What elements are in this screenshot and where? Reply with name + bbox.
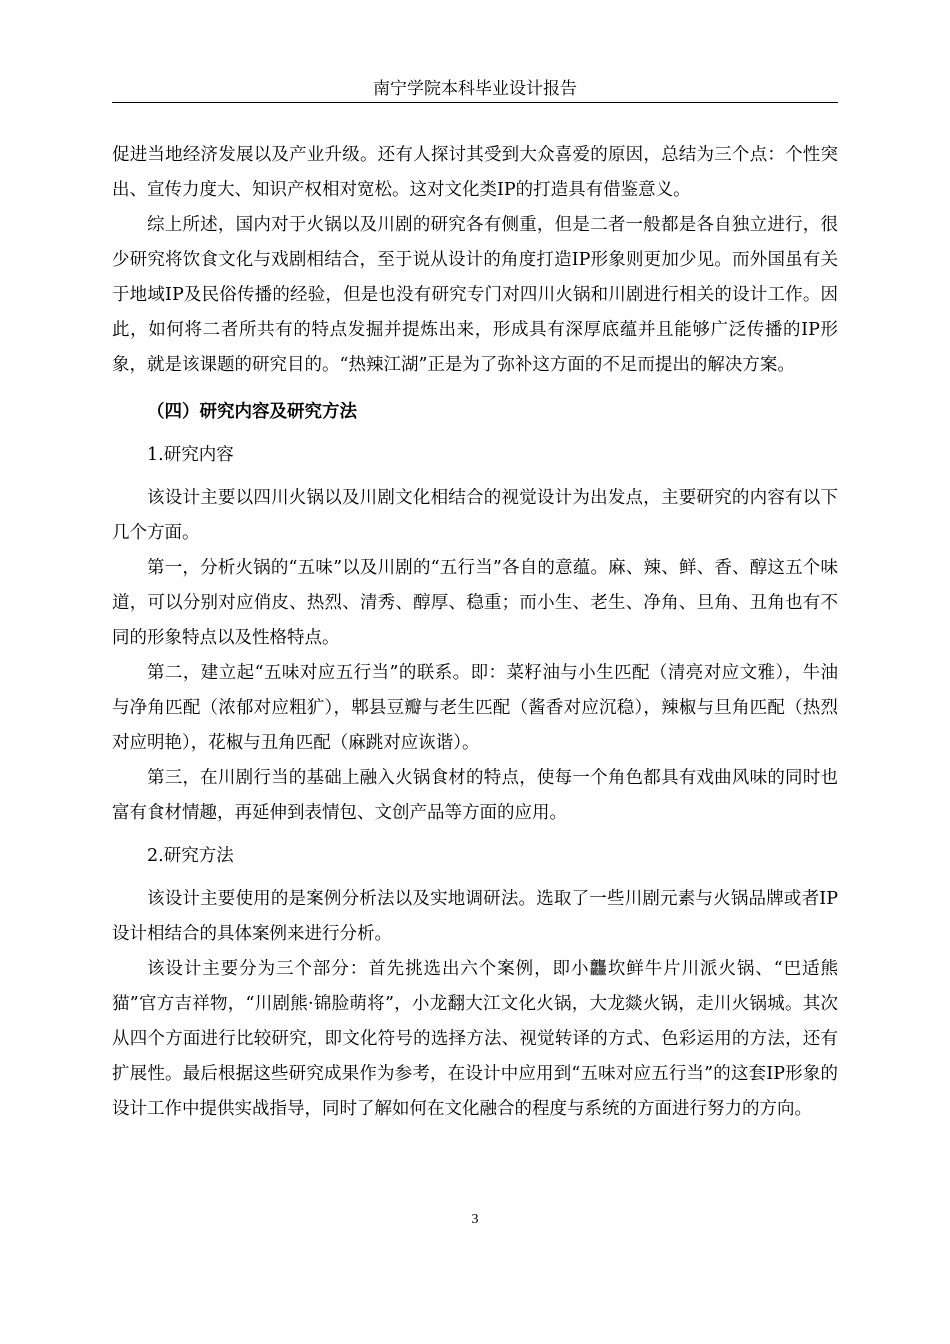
paragraph-continuation: 促进当地经济发展以及产业升级。还有人探讨其受到大众喜爱的原因，总结为三个点：个性突出、宣传力度大、知识产权相对宽松。这对文化类IP的打造具有借鉴意义。 [112, 145, 838, 200]
page-number: 3 [471, 1212, 479, 1227]
document-body [112, 138, 838, 1127]
paragraph-summary: 综上所述，国内对于火锅以及川剧的研究各有侧重，但是二者一般都是各自独立进行，很少研究将饮食文化与戏剧相结合，至于说从设计的角度打造IP形象则更加少见。而外国虽有关于地域IP及民俗传播的经验，但是也没有研究专门对四川火锅和川剧进行相关的设计工作。因此，如何将二者所共有的特点发掘并提炼出来，形成具有深厚底蕴并且能够广泛传播的IP形象，就是该课题的研究目的。“热辣江湖”正是为了弥补这方面的不足而提出的解决方案。 [112, 215, 838, 375]
paragraph-content-intro: 该设计主要以四川火锅以及川剧文化相结合的视觉设计为出发点，主要研究的内容有以下几个方面。 [112, 488, 838, 543]
paragraph-first-point: 第一，分析火锅的“五味”以及川剧的“五行当”各自的意蕴。麻、辣、鲜、香、醇这五个味道，可以分别对应俏皮、热烈、清秀、醇厚、稳重；而小生、老生、净角、旦角、丑角也有不同的形象特点以及性格特点。 [112, 558, 838, 648]
paragraph-second-point: 第二，建立起“五味对应五行当”的联系。即：菜籽油与小生匹配（清亮对应文雅），牛油与净角匹配（浓郁对应粗犷），郫县豆瓣与老生匹配（酱香对应沉稳），辣椒与旦角匹配（热烈对应明艳），花椒与丑角匹配（麻跳对应诙谐）。 [112, 663, 838, 753]
page-header: 南宁学院本科毕业设计报告 [112, 76, 838, 103]
section-heading-research: （四）研究内容及研究方法 [147, 402, 357, 422]
paragraph-third-point: 第三，在川剧行当的基础上融入火锅食材的特点，使每一个角色都具有戏曲风味的同时也富有食材情趣，再延伸到表情包、文创产品等方面的应用。 [112, 768, 838, 823]
paragraph-method-intro: 该设计主要使用的是案例分析法以及实地调研法。选取了一些川剧元素与火锅品牌或者IP设计相结合的具体案例来进行分析。 [112, 889, 838, 944]
subheading-research-method: 2.研究方法 [147, 846, 234, 866]
paragraph-method-detail: 该设计主要分为三个部分：首先挑选出六个案例，即小龘坎鲜牛片川派火锅、“巴适熊猫”官方吉祥物，“川剧熊·锦脸萌将”，小龙翻大江文化火锅，大龙燚火锅，走川火锅城。其次从四个方面进行比较研究，即文化符号的选择方法、视觉转译的方式、色彩运用的方法，还有扩展性。最后根据这些研究成果作为参考，在设计中应用到“五味对应五行当”的这套IP形象的设计工作中提供实战指导，同时了解如何在文化融合的程度与系统的方面进行努力的方向。 [112, 959, 838, 1119]
subheading-research-content: 1.研究内容 [147, 445, 234, 465]
